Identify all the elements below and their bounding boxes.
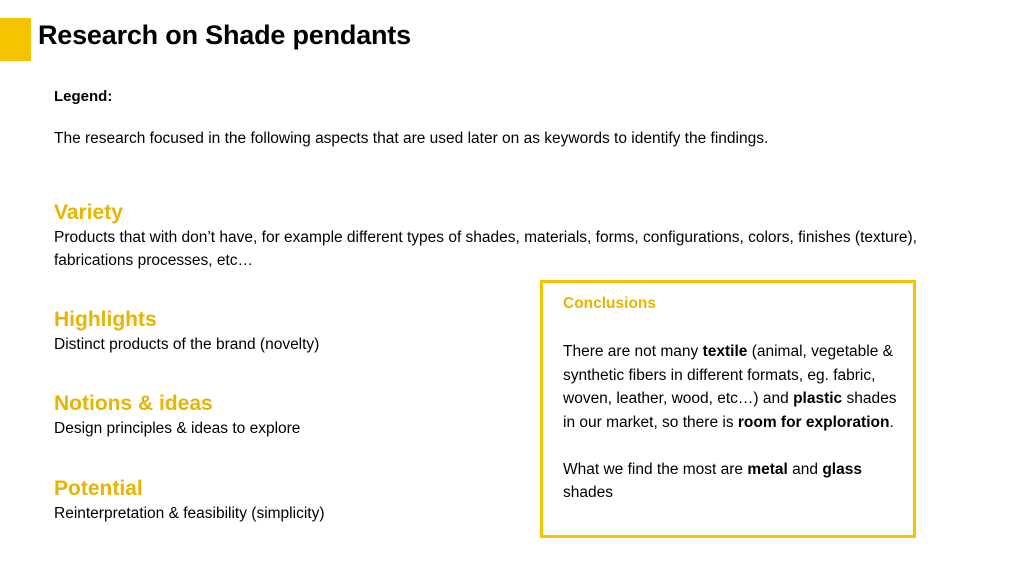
conclusions-paragraph-1 [563,340,903,434]
aspect-title: Potential [54,477,143,500]
aspect-highlights [54,307,514,356]
conclusions-title: Conclusions [563,295,657,312]
aspect-description: Reinterpretation & feasibility (simplicity) [54,505,325,522]
aspect-notions-ideas [54,391,514,440]
bold-run: glass [822,460,862,478]
bold-run: metal [747,460,788,478]
conclusions-body [563,340,903,505]
page-title: Research on Shade pendants [38,20,411,50]
legend-intro-text: The research focused in the following aspects that are used later on as keywords to identify the findings. [54,130,769,147]
text-run: and [787,460,823,478]
aspect-potential [54,476,514,525]
conclusions-paragraph-2 [563,458,903,505]
bold-run: plastic [793,390,843,407]
conclusions-box [540,280,916,538]
text-run: shades in our market, so there is [563,390,897,431]
aspect-variety [54,200,934,272]
aspect-description: Distinct products of the brand (novelty) [54,336,320,353]
text-run: shades [563,484,613,501]
text-run: There are not many [563,343,703,360]
aspect-description: Products that with don’t have, for example different types of shades, materials, forms, configurations, colors, finishes (texture), fabrications processes, etc… [54,229,917,269]
title-accent-bar [0,18,31,61]
bold-run: textile [702,343,748,360]
text-run: . [889,413,894,431]
aspect-description: Design principles & ideas to explore [54,420,301,437]
legend-heading: Legend: [54,88,113,105]
aspect-title: Highlights [54,308,157,331]
text-run: (animal, vegetable & synthetic fibers in different formats, eg. fabric, woven, leather, wood, etc…) and [563,343,893,407]
aspect-title: Notions & ideas [54,392,213,415]
aspect-title: Variety [54,201,123,224]
text-run: What we find the most are [563,460,748,478]
bold-run: room for exploration [737,413,890,431]
